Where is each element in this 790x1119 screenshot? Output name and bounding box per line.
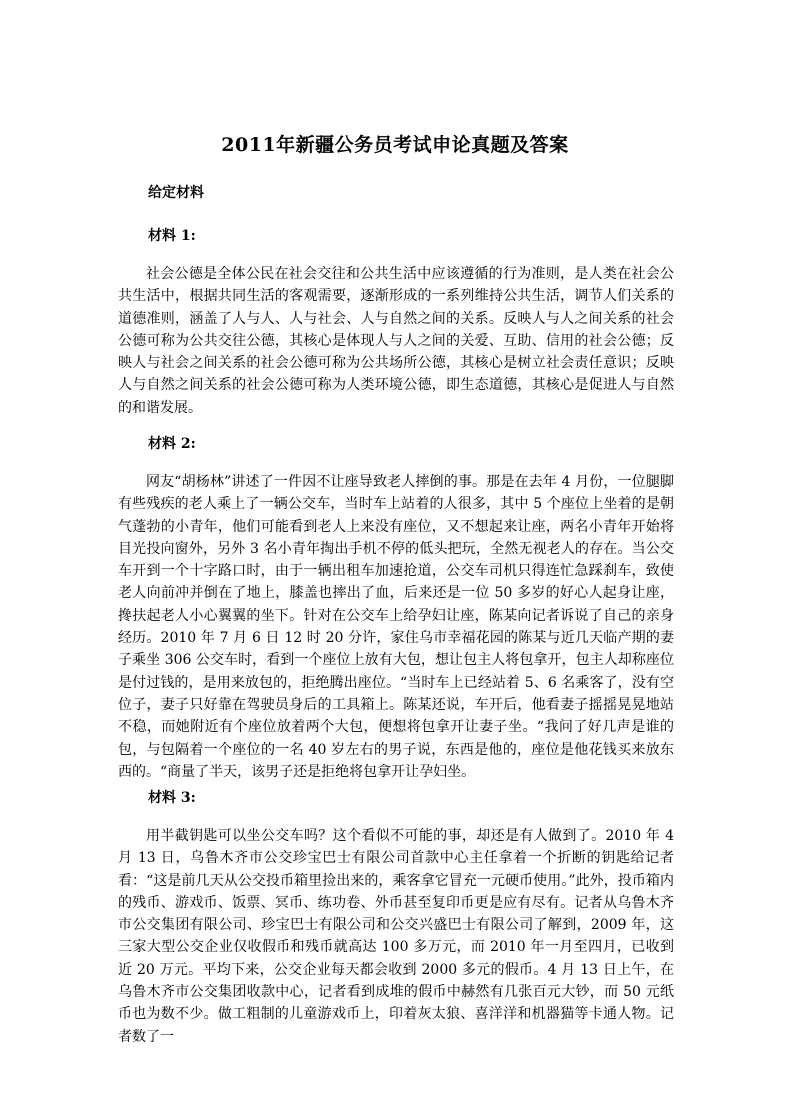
material-3-paragraph: 用半截钥匙可以坐公交车吗？这个看似不可能的事，却还是有人做到了。2010 年 4 月 13 日，乌鲁木齐市公交珍宝巴士有限公司首款中心主任拿着一个折断的钥匙给记者看：“这是前几天从公交投币箱里捡出来的，乘客拿它冒充一元硬币使用。”此外，投币箱内的残币、游戏币、饭票、冥币、练功卷、外币甚至复印币更是应有尽有。记者从乌鲁木齐市公交集团有限公司、珍宝巴士有限公司和公交兴盛巴士有限公司了解到，2009 年，这三家大型公交企业仅收假币和残币就高达 100 多万元，而 2010 年一月至四月，已收到近 20 万元。平均下来，公交企业每天都会收到 2000 多元的假币。4 月 13 日上午，在乌鲁木齐市公交集团收款中心，记者看到成堆的假币中赫然有几张百元大钞，而 50 元纸币也为数不少。做工粗制的儿童游戏币上，印着灰太狼、喜洋洋和机器猫等卡通人物。记者数了一 (118, 828, 674, 1045)
material-2-heading: 材料 2: (148, 436, 196, 452)
material-3-heading: 材料 3: (148, 790, 196, 806)
material-1-paragraph: 社会公德是全体公民在社会交往和公共生活中应该遵循的行为准则，是人类在社会公共生活中，根据共同生活的客观需要，逐渐形成的一系列维持公共生活，调节人们关系的道德准则，涵盖了人与人、人与社会、人与自然之间的关系。反映人与人之间关系的社会公德可称为公共交往公德，其核心是体现人与人之间的关爱、互助、信用的社会公德；反映人与社会之间关系的社会公德可称为公共场所公德，其核心是树立社会责任意识；反映人与自然之间关系的社会公德可称为人类环境公德，即生态道德，其核心是促进人与自然的和谐发展。 (118, 266, 674, 416)
material-2-paragraph: 网友“胡杨林”讲述了一件因不让座导致老人摔倒的事。那是在去年 4 月份，一位腿脚有些残疾的老人乘上了一辆公交车，当时车上站着的人很多，其中 5 个座位上坐着的是朝气蓬勃的小青年，他们可能看到老人上来没有座位，又不想起来让座，两名小青年开始将目光投向窗外，另外 3 名小青年掏出手机不停的低头把玩，全然无视老人的存在。当公交车开到一个十字路口时，由于一辆出租车加速抢道，公交车司机只得连忙急踩刹车，致使老人向前冲并倒在了地上，膝盖也摔出了血，后来还是一位 50 多岁的好心人起身让座，搀扶起老人小心翼翼的坐下。针对在公交车上给孕妇让座，陈某向记者诉说了自己的亲身经历。2010 年 7 月 6 日 12 时 20 分许，家住乌市幸福花园的陈某与近几天临产期的妻子乘坐 306 公交车时，看到一个座位上放有大包，想让包主人将包拿开，包主人却称座位是付过钱的，是用来放包的，拒绝腾出座位。“当时车上已经站着 5、6 名乘客了，没有空位子，妻子只好靠在驾驶员身后的工具箱上。陈某还说，车开后，他看妻子摇摇晃晃地站不稳，而她附近有个座位放着两个大包，便想将包拿开让妻子坐。“我问了好几声是谁的包，与包隔着一个座位的一名 40 岁左右的男子说，东西是他的，座位是他花钱买来放东西的。“商量了半天，该男子还是拒绝将包拿开让孕妇坐。 (118, 474, 674, 780)
section-heading-given-materials: 给定材料 (148, 185, 204, 201)
document-title: 2011年新疆公务员考试申论真题及答案 (221, 134, 569, 156)
material-1-heading: 材料 1: (148, 228, 196, 244)
